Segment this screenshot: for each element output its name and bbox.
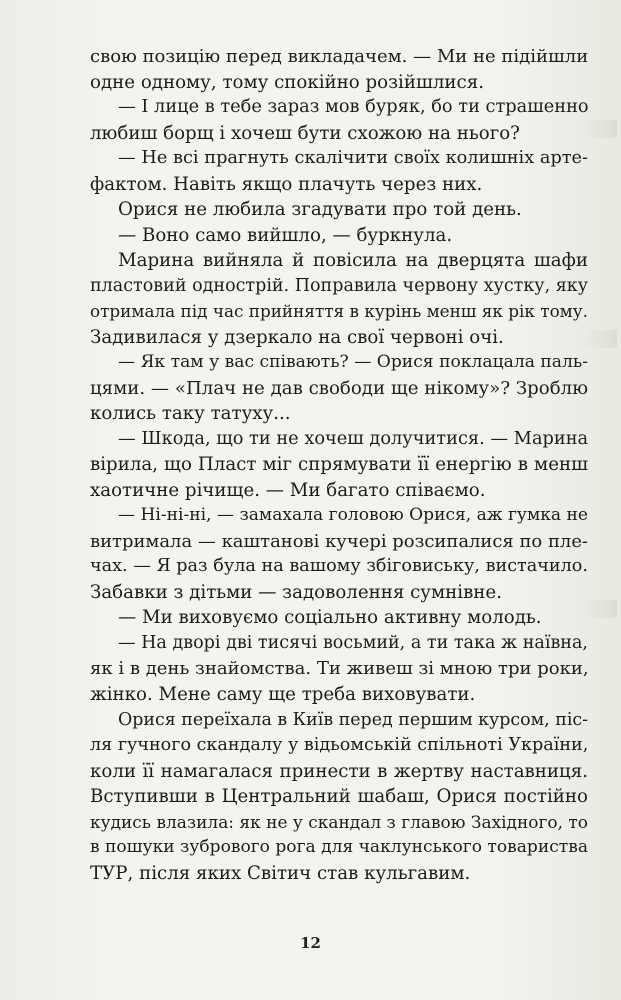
text-line: ля гучного скандалу у відьомській спільноті України, [90,735,589,756]
text-line: — Ні-ні-ні, — замахала головою Орися, аж гумка не [118,505,588,526]
text-line: — Ми виховуємо соціально активну молодь. [118,607,542,629]
bleed-through-shadow [583,120,617,138]
text-line: пластовий однострій. Поправила червону хустку, яку [90,275,589,296]
text-line: свою позицію перед викладачем. — Ми не підійшли [90,46,589,67]
text-line: цями. — «Плач не дав свободи ще нікому»? Зроблю [90,377,588,399]
text-line: фактом. Навіть якщо плачуть через них. [90,173,483,195]
text-line: Задивилася у дзеркало на свої червоні очі. [90,326,504,348]
text-line: коли її намагалася принести в жертву наставниця. [90,760,588,782]
text-line: Орися переїхала в Київ перед першим курсом, піс- [118,709,589,730]
text-line: одне одному, тому спокійно розійшлися. [90,71,484,93]
text-line: в пошуки зубрового рога для чаклунського товариства [90,837,588,858]
bleed-through-shadow [583,600,617,618]
text-line: — І лице в тебе зараз мов буряк, бо ти страшенно [118,97,589,118]
text-line: Орися не любила згадувати про той день. [118,199,522,221]
text-line: Забавки з дітьми — задоволення сумнівне. [90,581,502,603]
page-number: 12 [300,934,321,952]
text-line: — Воно само вийшло, — буркнула. [118,224,453,246]
text-line: хаотичне річище. — Ми багато співаємо. [90,479,486,501]
text-line: витримала — каштанові кучері розсипалися по пле- [90,530,588,552]
text-line: ТУР, після яких Світич став кульгавим. [90,862,471,884]
text-line: як і в день знайомства. Ти живеш зі мною три роки, [90,658,589,680]
text-line: отримала під час прийняття в курінь менш як рік тому. [90,301,588,322]
text-line: — Шкода, що ти не хочеш долучитися. — Марина [118,428,589,449]
text-line: — На дворі дві тисячі восьмий, а ти така ж наївна, [118,632,588,653]
text-line: Вступивши в Центральний шабаш, Орися постійно [90,786,588,808]
text-line: чах. — Я раз була на вашому збіговиську, вистачило. [90,556,588,577]
text-line: кудись влазила: як не у скандал з главою Західного, то [90,811,588,832]
text-line: вірила, що Пласт міг спрямувати її енергію в менш [90,454,588,476]
text-line: колись таку татуху... [90,403,291,425]
text-line: Марина вийняла й повісила на дверцята шафи [118,250,588,272]
text-line: любиш борщ і хочеш бути схожою на нього? [90,122,520,144]
text-line: жінко. Мене саму ще треба виховувати. [90,684,476,705]
text-line: — Як там у вас співають? — Орися поклацала паль- [118,352,588,373]
text-line: — Не всі прагнуть скалічити своїх колишніх арте- [118,148,588,169]
bleed-through-shadow [583,330,617,348]
